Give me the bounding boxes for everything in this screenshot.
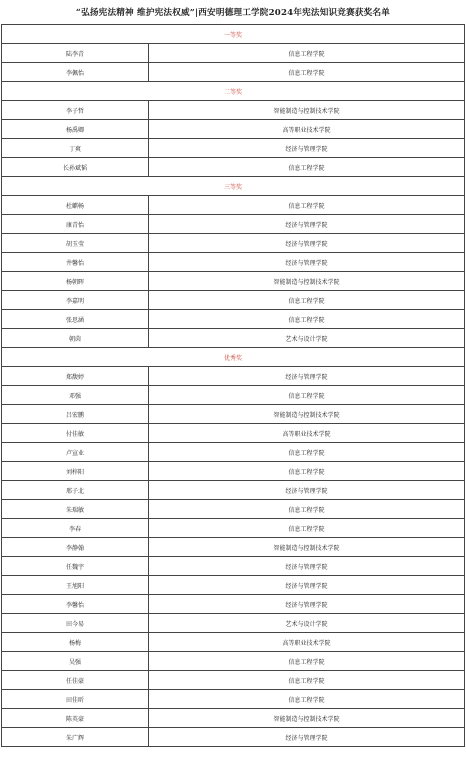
winner-college: 信息工程学院 [149, 671, 465, 690]
winner-college: 智能制造与控制技术学院 [149, 538, 465, 557]
table-row [2, 728, 465, 747]
award-table [1, 24, 465, 747]
table-row [2, 196, 465, 215]
winner-name: 长孙斌韬 [2, 158, 149, 177]
winner-college: 智能制造与控制技术学院 [149, 101, 465, 120]
winner-name: 杨梅 [2, 633, 149, 652]
winner-name: 付佳敏 [2, 424, 149, 443]
winner-name: 邢子北 [2, 481, 149, 500]
winner-college: 信息工程学院 [149, 690, 465, 709]
table-row [2, 120, 465, 139]
winner-college: 经济与管理学院 [149, 481, 465, 500]
table-row [2, 538, 465, 557]
table-row [2, 329, 465, 348]
winner-name: 康青怡 [2, 215, 149, 234]
winner-name: 李春 [2, 519, 149, 538]
winner-name: 井馨怡 [2, 253, 149, 272]
award-category-label: 一等奖 [2, 25, 465, 44]
table-row [2, 557, 465, 576]
table-row [2, 253, 465, 272]
table-row [2, 576, 465, 595]
table-row [2, 63, 465, 82]
table-row [2, 690, 465, 709]
award-category-row [2, 82, 465, 101]
winner-college: 智能制造与控制技术学院 [149, 709, 465, 728]
winner-college: 智能制造与控制技术学院 [149, 405, 465, 424]
winner-name: 张思涵 [2, 310, 149, 329]
winner-name: 田今易 [2, 614, 149, 633]
winner-name: 任魏宇 [2, 557, 149, 576]
table-row [2, 481, 465, 500]
winner-name: 吴强 [2, 652, 149, 671]
award-category-label: 三等奖 [2, 177, 465, 196]
winner-college: 经济与管理学院 [149, 234, 465, 253]
winner-name: 李嘉明 [2, 291, 149, 310]
winner-name: 邓强 [2, 386, 149, 405]
winner-college: 高等职业技术学院 [149, 120, 465, 139]
winner-college: 高等职业技术学院 [149, 424, 465, 443]
winner-college: 经济与管理学院 [149, 215, 465, 234]
table-row [2, 443, 465, 462]
award-table-body [2, 25, 465, 747]
winner-name: 朱瑞敏 [2, 500, 149, 519]
winner-name: 李馨怡 [2, 595, 149, 614]
winner-college: 经济与管理学院 [149, 367, 465, 386]
winner-college: 信息工程学院 [149, 519, 465, 538]
award-category-row [2, 25, 465, 44]
winner-college: 经济与管理学院 [149, 139, 465, 158]
award-category-row [2, 348, 465, 367]
winner-name: 朝茵 [2, 329, 149, 348]
winner-name: 吕宏鹏 [2, 405, 149, 424]
winner-name: 卢宣业 [2, 443, 149, 462]
winner-college: 经济与管理学院 [149, 557, 465, 576]
winner-name: 田佳昕 [2, 690, 149, 709]
page-title: “弘扬宪法精神 维护宪法权威”|西安明德理工学院2024年宪法知识竞赛获奖名单 [75, 8, 391, 18]
table-row [2, 272, 465, 291]
winner-name: 李佩怡 [2, 63, 149, 82]
winner-college: 智能制造与控制技术学院 [149, 272, 465, 291]
winner-name: 李子哲 [2, 101, 149, 120]
table-row [2, 405, 465, 424]
winner-college: 信息工程学院 [149, 443, 465, 462]
winner-name: 杜麒畅 [2, 196, 149, 215]
winner-name: 李静翰 [2, 538, 149, 557]
winner-name: 丁爽 [2, 139, 149, 158]
winner-college: 信息工程学院 [149, 44, 465, 63]
winner-name: 杨朝晖 [2, 272, 149, 291]
table-row [2, 310, 465, 329]
table-row [2, 519, 465, 538]
table-row [2, 424, 465, 443]
table-row [2, 101, 465, 120]
table-row [2, 139, 465, 158]
table-row [2, 614, 465, 633]
award-category-row [2, 177, 465, 196]
award-category-label: 优秀奖 [2, 348, 465, 367]
winner-college: 高等职业技术学院 [149, 633, 465, 652]
winner-college: 艺术与设计学院 [149, 614, 465, 633]
winner-college: 经济与管理学院 [149, 595, 465, 614]
winner-name: 朱广辉 [2, 728, 149, 747]
table-row [2, 652, 465, 671]
table-row [2, 234, 465, 253]
table-row [2, 595, 465, 614]
table-row [2, 671, 465, 690]
winner-college: 信息工程学院 [149, 158, 465, 177]
table-row [2, 44, 465, 63]
table-row [2, 215, 465, 234]
winner-name: 陆李青 [2, 44, 149, 63]
winner-college: 信息工程学院 [149, 462, 465, 481]
winner-college: 信息工程学院 [149, 386, 465, 405]
winner-college: 艺术与设计学院 [149, 329, 465, 348]
table-row [2, 367, 465, 386]
winner-name: 胡玉莹 [2, 234, 149, 253]
table-row [2, 633, 465, 652]
winner-name: 刘梓阳 [2, 462, 149, 481]
winner-name: 陈英豪 [2, 709, 149, 728]
winner-college: 信息工程学院 [149, 63, 465, 82]
winner-name: 郑馥婷 [2, 367, 149, 386]
table-row [2, 291, 465, 310]
award-category-label: 二等奖 [2, 82, 465, 101]
winner-name: 王旭阳 [2, 576, 149, 595]
winner-college: 信息工程学院 [149, 310, 465, 329]
winner-college: 经济与管理学院 [149, 576, 465, 595]
table-row [2, 500, 465, 519]
winner-name: 杨禹卿 [2, 120, 149, 139]
winner-college: 信息工程学院 [149, 291, 465, 310]
winner-college: 信息工程学院 [149, 500, 465, 519]
winner-college: 经济与管理学院 [149, 728, 465, 747]
winner-college: 经济与管理学院 [149, 253, 465, 272]
table-row [2, 386, 465, 405]
table-row [2, 709, 465, 728]
table-row [2, 462, 465, 481]
winner-college: 信息工程学院 [149, 652, 465, 671]
table-row [2, 158, 465, 177]
winner-name: 任佳豪 [2, 671, 149, 690]
winner-college: 信息工程学院 [149, 196, 465, 215]
